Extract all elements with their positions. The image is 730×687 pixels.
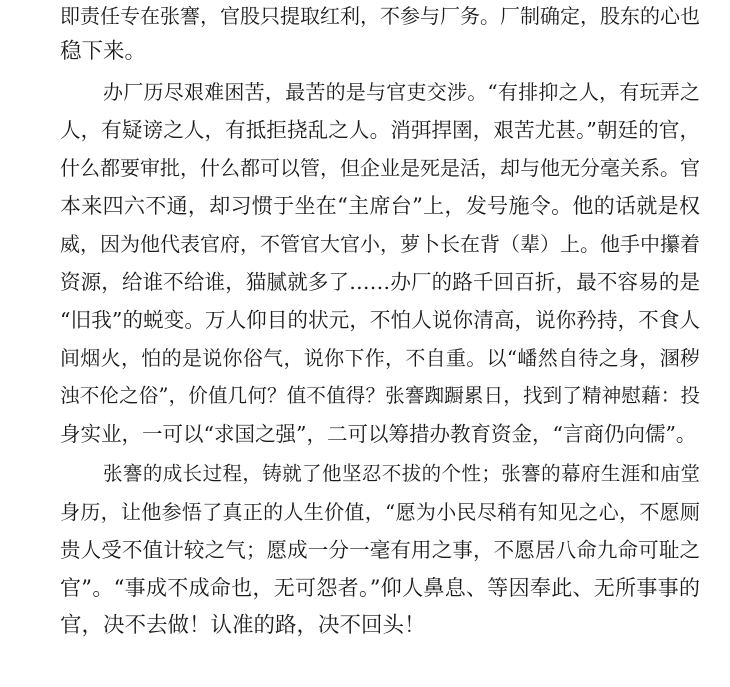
- text-line: 稳下来。: [60, 39, 147, 64]
- text-line: 间烟火，怕的是说你俗气，说你下作，不自重。以“嶓然自待之身，溷秽: [60, 346, 700, 370]
- text-line: 即责任专在张謇，官股只提取红利，不参与厂务。厂制确定，股东的心也: [60, 4, 700, 28]
- paragraph-first-line: 办厂历尽艰难困苦，最苦的是与官吏交涉。“有排抑之人，有玩弄之: [103, 80, 700, 104]
- text-line: 人，有疑谤之人，有抵拒挠乱之人。消弭捍圉，艰苦尤甚。”朝廷的官，: [60, 118, 700, 142]
- paragraph-first-line: 张謇的成长过程，铸就了他坚忍不拔的个性；张謇的幕府生涯和庙堂: [103, 462, 700, 485]
- text-line: 资源，给谁不给谁，猫腻就多了……办厂的路千回百折，最不容易的是: [60, 270, 700, 294]
- text-line: 身历，让他参悟了真正的人生价值，“愿为小民尽稍有知见之心，不愿厕: [60, 500, 700, 524]
- text-line: 官”。“事成不成命也，无可怨者。”仰人鼻息、等因奉此、无所事事的: [60, 576, 700, 600]
- text-line: 官，决不去做！认准的路，决不回头！: [60, 613, 426, 638]
- text-line: 身实业，一可以“求国之强”，二可以筹措办教育资金，“言商仍向儒”。: [60, 422, 697, 446]
- text-line: 贵人受不值计较之气；愿成一分一毫有用之事，不愿居八命九命可耻之: [60, 538, 700, 562]
- text-line: 浊不伦之俗”，价值几何？值不值得？张謇踟蹰累日，找到了精神慰藉：投: [60, 384, 700, 407]
- text-line: 本来四六不通，却习惯于坐在“主席台”上，发号施令。他的话就是权: [60, 194, 700, 218]
- text-line: “旧我”的蜕变。万人仰目的状元，不怕人说你清高，说你矜持，不食人: [60, 308, 700, 332]
- text-line: 什么都要审批，什么都可以管，但企业是死是活，却与他无分毫关系。官: [60, 156, 700, 180]
- text-line: 威，因为他代表官府，不管官大官小，萝卜长在背（辈）上。他手中攥着: [60, 232, 700, 256]
